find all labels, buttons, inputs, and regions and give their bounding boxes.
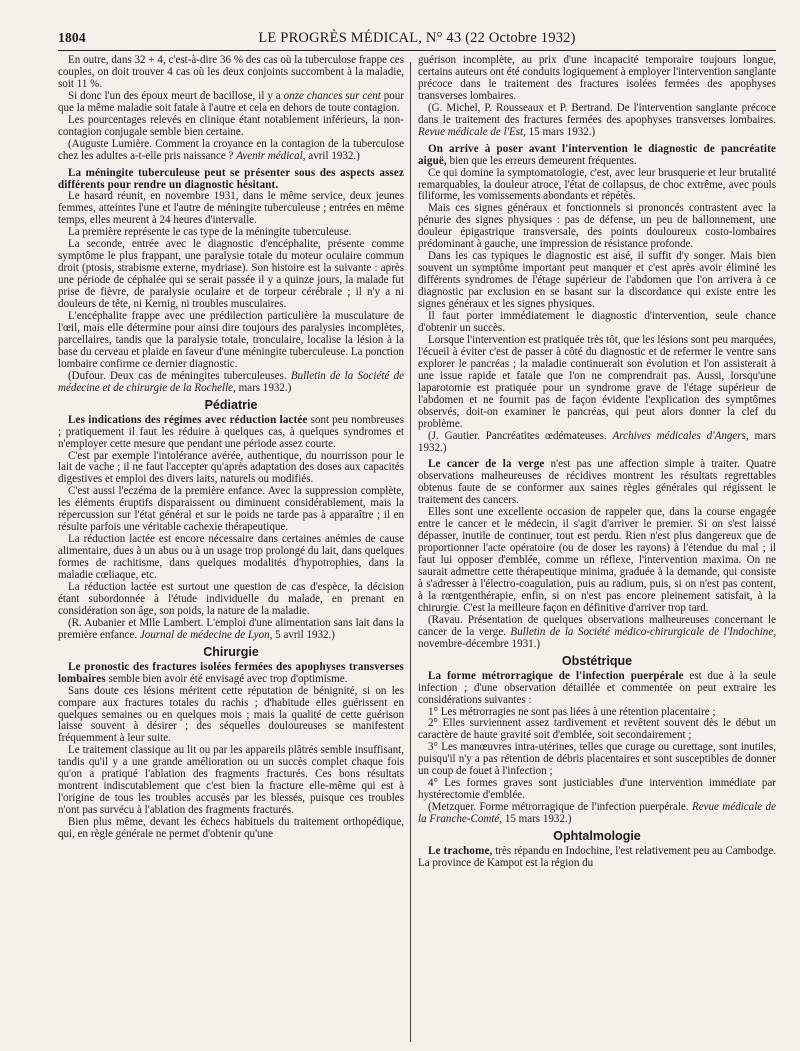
paragraph: Les pourcentages relevés en clinique étant notablement inférieurs, la non-contagion conjugale semble bien certaine.	[58, 113, 404, 138]
citation: (Metzquer. Forme métrorragique de l'infection puerpérale. Revue médicale de la Franche-Comté, 15 mars 1932.)	[418, 801, 776, 826]
list-item: 3° Les manœuvres intra-utérines, telles que curage ou curettage, sont inutiles, puisqu'il n'y a pas rétention de débris placentaires et sont susceptibles de donner un coup de fouet à l'infection ;	[418, 741, 776, 778]
paragraph: C'est aussi l'eczéma de la première enfance. Avec la suppression complète, les éléments éruptifs disparaissent ou diminuent considérablement, mais la répercussion sur l'état général et sur le poids ne tarde pas à apparaître ; il en résulte parfois une véritable cachexie thérapeutique.	[58, 485, 404, 534]
list-item: 4° Les formes graves sont justiciables d'une intervention immédiate par hystérectomie d'emblée.	[418, 777, 776, 802]
paragraph: Sans doute ces lésions méritent cette réputation de bénignité, si on les compare aux fractures totales du rachis ; d'habitude elles guérissent en quelques semaines ou en quelques mois ; mais la qualité de cette guérison laisse souvent à désirer ; des séquelles douloureuses se manifestent fréquemment à leur suite.	[58, 684, 404, 745]
section-heading-chirurgie: Chirurgie	[203, 644, 259, 659]
article-lead: Le pronostic des fractures isolées fermées des apophyses transverses lombaires	[58, 660, 404, 685]
section-heading-pediatrie: Pédiatrie	[204, 397, 258, 412]
paragraph: La seconde, entrée avec le diagnostic d'encéphalite, présente comme symptôme le plus frappant, une paralysie totale du moteur oculaire commun droit (ptosis, strabisme externe, mydriase). Son histoire est la suivante : après une période de céphalée qui se serait passée il y a quinze jours, la malade fut prise de fièvre, de paralysie oculaire et de torpeur cérébrale ; il n'y a ni douleurs de tête, ni Kernig, ni troubles musculaires.	[58, 238, 404, 311]
paragraph: Bien plus même, devant les échecs habituels du traitement orthopédique, qui, en règle générale ne permet d'obtenir qu'une	[58, 816, 404, 841]
article-lead: La méningite tuberculeuse peut se présenter sous des aspects assez différents pour rendre un diagnostic hésitant.	[58, 166, 404, 191]
citation: (Ravau. Présentation de quelques observations malheureuses concernant le cancer de la verge. Bulletin de la Société médico-chirurgicale de l'Indochine, novembre-décembre 1931.)	[418, 613, 776, 650]
paragraph: La réduction lactée est encore nécessaire dans certaines anémies de cause alimentaire, dues à un abus ou à un usage trop prolongé du lait, dans quelques formes de rachitisme, dans quelques modalités d'hypotrophies, dans la maladie cœliaque, etc.	[58, 533, 404, 582]
paragraph: Lorsque l'intervention est pratiquée très tôt, que les lésions sont peu marquées, l'écueil à éviter c'est de passer à côté du diagnostic et de refermer le ventre sans explorer le pancréas ; la maladie continuerait son évolution et l'on assisterait à une issue rapide et fatale que l'on ne comprendrait pas. Aussi, lorsqu'une laparotomie est pratiquée pour un syndrome grave de l'étage supérieur de l'abdomen et ne fournit pas de façon évidente l'explication des symptômes observés, doit-on examiner le pancréas, qui peut alors donner la clef du problème.	[418, 333, 776, 430]
paragraph: Dans les cas typiques le diagnostic est aisé, il suffit d'y songer. Mais bien souvent un symptôme important peut manquer et c'est après avoir éliminé les différents syndromes de l'étage supérieur de l'abdomen que l'on arrivera à ce diagnostic par exclusion en se basant sur la discordance qui existe entre les signes généraux et les signes physiques.	[418, 250, 776, 311]
paragraph: Les indications des régimes avec réduction lactée sont peu nombreuses ; pratiquement il faut les réduire à quelques cas, à quelques syndromes et n'employer cette mesure que pendant une période assez courte.	[58, 413, 404, 450]
article-lead: Le cancer de la verge	[428, 458, 545, 471]
paragraph: Elles sont une excellente occasion de rappeler que, dans la course engagée entre le cancer et le médecin, il s'agit d'arriver le premier. Si on s'est laissé dépasser, inutile de continuer, tout est perdu. Rien n'est plus dangereux que de proportionner l'acte opératoire (ou de doser les rayons) à l'étendue du mal ; il faut lui opposer d'emblée, comme un réflexe, l'intervention maxima. On ne saurait admettre cette thérapeutique minima, graduée à la demande, qui consiste à s'adresser à l'électro-coagulation, puis au radium, puis, si on n'est pas content, à la rœntgenthérapie, enfin, si on n'est pas encore pleinement satisfait, à la chirurgie. C'est la meilleure façon en définitive d'arriver trop tard.	[418, 506, 776, 614]
citation: (Auguste Lumière. Comment la croyance en la contagion de la tuberculose chez les adultes a-t-elle pris naissance ? Avenir médical, avril 1932.)	[58, 137, 404, 162]
citation: (R. Aubanier et Mlle Lambert. L'emploi d'une alimentation sans lait dans la première enfance. Journal de médecine de Lyon, 5 avril 1932.)	[58, 616, 404, 641]
citation: (J. Gautier. Pancréatites œdémateuses. Archives médicales d'Angers, mars 1932.)	[418, 429, 776, 454]
paragraph: Mais ces signes généraux et fonctionnels si prononcés contrastent avec la pénurie des signes physiques : pas de défense, un peu de ballonnement, une douleur épigastrique transversale, des points douloureux costo-lombaires prédominant à gauche, une impression de résistance profonde.	[418, 202, 776, 251]
section-heading-ophtalmologie: Ophtalmologie	[553, 829, 641, 844]
citation: (Dufour. Deux cas de méningites tuberculeuses. Bulletin de la Société de médecine et de chirurgie de la Rochelle, mars 1932.)	[58, 369, 404, 394]
paragraph: Si donc l'un des époux meurt de bacillose, il y a onze chances sur cent pour que la même maladie soit fatale à l'autre et cela en dehors de toute contagion.	[58, 89, 404, 114]
paragraph: La première représente le cas type de la méningite tuberculeuse.	[68, 226, 352, 239]
paragraph: Le pronostic des fractures isolées fermées des apophyses transverses lombaires semble bien avoir été envisagé avec trop d'optimisme.	[58, 660, 404, 685]
right-column	[418, 55, 776, 1045]
paragraph: Ce qui domine la symptomatologie, c'est, avec leur brusquerie et leur brutalité remarquables, la douleur atroce, l'état de collapsus, de choc extrême, avec pouls filiforme, les vomissements abondants et répétés.	[418, 166, 776, 203]
paragraph: On arrive à poser avant l'intervention le diagnostic de pancréatite aiguë, bien que les erreurs demeurent fréquentes.	[418, 142, 776, 167]
paragraph: La forme métrorragique de l'infection puerpérale est due à la seule infection ; d'une observation détaillée et commentée on peut extraire les considérations suivantes :	[418, 669, 776, 706]
paragraph: guérison incomplète, au prix d'une incapacité temporaire toujours longue, certains auteurs ont été conduits logiquement à employer l'intervention sanglante précoce dans le traitement des fractures isolées fermées des apophyses transverses lombaires.	[418, 55, 776, 102]
paragraph: Le traitement classique au lit ou par les appareils plâtrés semble insuffisant, tandis qu'il y a une grande amélioration ou un succès complet chaque fois qu'on a pratiqué l'ablation des fragments fracturés. Ces bons résultats montrent indiscutablement que c'est bien la fracture elle-même qui est à l'origine de tous les troubles accusés par les blessés, puisque ces troubles n'ont pas survécu à l'ablation des fragments fracturés.	[58, 744, 404, 817]
article-lead: Les indications des régimes avec réduction lactée	[68, 413, 308, 426]
paragraph: Le cancer de la verge n'est pas une affection simple à traiter. Quatre observations malheureuses de récidives montrent les résultats regrettables obtenus faute de se conformer aux saines règles générales qui régissent le traitement des cancers.	[418, 458, 776, 507]
list-item: 1° Les métrorragies ne sont pas liées à une rétention placentaire ;	[428, 705, 716, 718]
section-heading-obstetrique: Obstétrique	[561, 653, 633, 668]
list-item: 2° Elles surviennent assez tardivement et revêtent souvent dès le début un caractère de haute gravité soit d'emblée, soit secondairement ;	[418, 717, 776, 742]
article-lead: On arrive à poser avant l'intervention le diagnostic de pancréatite aiguë,	[418, 142, 776, 167]
paragraph: C'est par exemple l'intolérance avérée, authentique, du nourrisson pour le lait de vache ; il ne faut l'accepter qu'après adaptation des doses aux capacités digestives et emploi des divers laits, naturels ou modifiés.	[58, 449, 404, 486]
journal-title: LE PROGRÈS MÉDICAL, N° 43 (22 Octobre 1932)	[258, 30, 576, 46]
paragraph: Le trachome, très répandu en Indochine, l'est relativement peu au Cambodge. La province de Kampot est la région du	[418, 845, 776, 869]
column-divider	[410, 62, 411, 1042]
paragraph: En outre, dans 32 + 4, c'est-à-dire 36 % des cas où la tuberculose frappe ces couples, on doit trouver 4 cas où les deux conjoints succombent à la maladie, soit 11 %.	[58, 55, 404, 90]
article-lead: Le trachome,	[428, 845, 493, 857]
page-number: 1804	[58, 30, 86, 45]
left-column	[58, 55, 404, 1045]
citation: (G. Michel, P. Rousseaux et P. Bertrand. De l'intervention sanglante précoce dans le traitement des fractures fermées des apophyses transverses lombaires. Revue médicale de l'Est, 15 mars 1932.)	[418, 101, 776, 138]
paragraph: La réduction lactée est surtout une question de cas d'espèce, la décision étant subordonnée à l'étude individuelle du malade, en prenant en considération son âge, son poids, la nature de la maladie.	[58, 580, 404, 617]
paragraph: L'encéphalite frappe avec une prédilection particulière la musculature de l'œil, mais elle détermine pour ainsi dire toujours des paralysies incomplètes, parcellaires, tandis que la paralysie totale, tronculaire, localise la lésion à la base du cerveau et plaide en faveur d'une méningite tuberculeuse. La ponction lombaire confirme ce dernier diagnostic.	[58, 310, 404, 370]
page-header	[58, 28, 776, 50]
paragraph: Le hasard réunit, en novembre 1931, dans le même service, deux jeunes femmes, atteintes l'une et l'autre de méningite tuberculeuse ; entrées en même temps, elles meurent à 24 heures d'intervalle.	[58, 190, 404, 227]
header-rule	[58, 50, 776, 51]
paragraph: Il faut porter immédiatement le diagnostic d'intervention, seule chance d'obtenir un succès.	[418, 310, 776, 334]
article-lead: La forme métrorragique de l'infection puerpérale	[428, 669, 684, 682]
